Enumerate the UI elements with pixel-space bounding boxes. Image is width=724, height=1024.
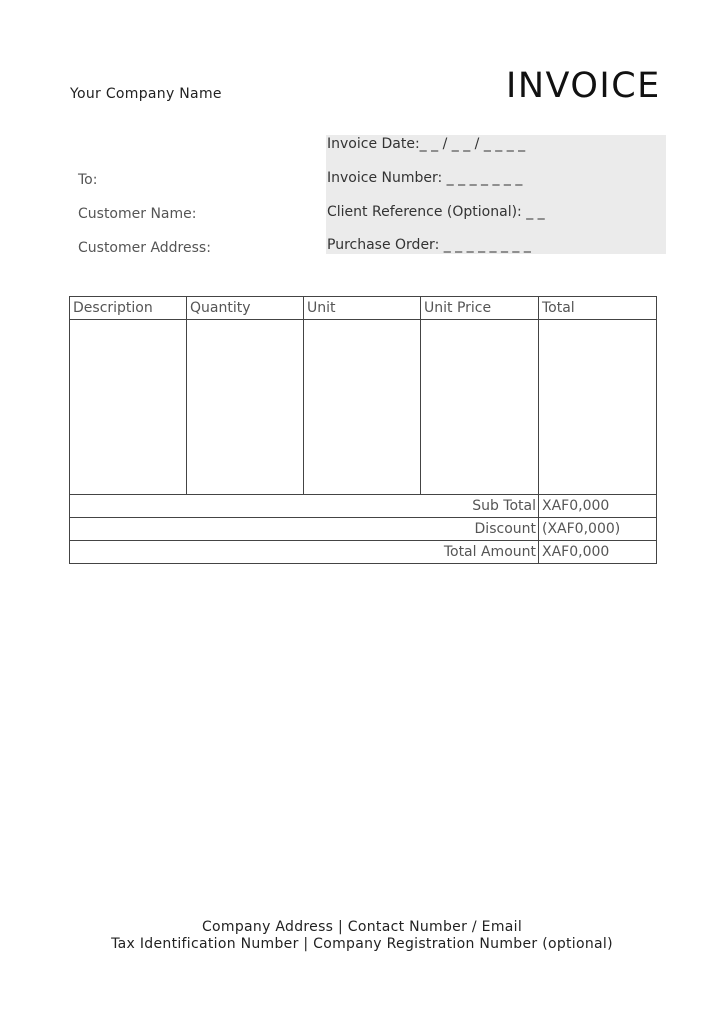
invoice-title: INVOICE bbox=[506, 66, 661, 106]
total-amount-row bbox=[70, 541, 657, 564]
purchase-order-field[interactable]: Purchase Order: _ _ _ _ _ _ _ _ bbox=[327, 237, 531, 253]
total-amount-value[interactable]: XAF0,000 bbox=[539, 541, 657, 564]
customer-name-label: Customer Name: bbox=[78, 206, 197, 222]
footer-line-registration: Tax Identification Number | Company Registration Number (optional) bbox=[111, 936, 613, 952]
invoice-meta-box bbox=[326, 135, 666, 254]
cell-description[interactable] bbox=[70, 320, 187, 495]
company-name: Your Company Name bbox=[70, 86, 222, 102]
customer-address-label: Customer Address: bbox=[78, 240, 211, 256]
footer-line-contact: Company Address | Contact Number / Email bbox=[201, 919, 523, 935]
discount-row bbox=[70, 518, 657, 541]
column-header-unit: Unit bbox=[304, 297, 421, 320]
footer bbox=[0, 919, 724, 953]
column-header-total: Total bbox=[539, 297, 657, 320]
invoice-date-field[interactable]: Invoice Date:_ _ / _ _ / _ _ _ _ bbox=[327, 136, 526, 152]
items-table bbox=[69, 296, 657, 564]
cell-quantity[interactable] bbox=[187, 320, 304, 495]
column-header-unit-price: Unit Price bbox=[421, 297, 539, 320]
column-header-description: Description bbox=[70, 297, 187, 320]
table-row bbox=[70, 320, 657, 495]
subtotal-value[interactable]: XAF0,000 bbox=[539, 495, 657, 518]
total-amount-label: Total Amount bbox=[70, 541, 539, 564]
subtotal-row bbox=[70, 495, 657, 518]
client-reference-field[interactable]: Client Reference (Optional): _ _ bbox=[327, 204, 545, 220]
invoice-number-field[interactable]: Invoice Number: _ _ _ _ _ _ _ bbox=[327, 170, 523, 186]
table-header-row bbox=[70, 297, 657, 320]
cell-unit-price[interactable] bbox=[421, 320, 539, 495]
discount-value[interactable]: (XAF0,000) bbox=[539, 518, 657, 541]
column-header-quantity: Quantity bbox=[187, 297, 304, 320]
discount-label: Discount bbox=[70, 518, 539, 541]
cell-unit[interactable] bbox=[304, 320, 421, 495]
to-label: To: bbox=[78, 172, 98, 188]
subtotal-label: Sub Total bbox=[70, 495, 539, 518]
cell-total[interactable] bbox=[539, 320, 657, 495]
